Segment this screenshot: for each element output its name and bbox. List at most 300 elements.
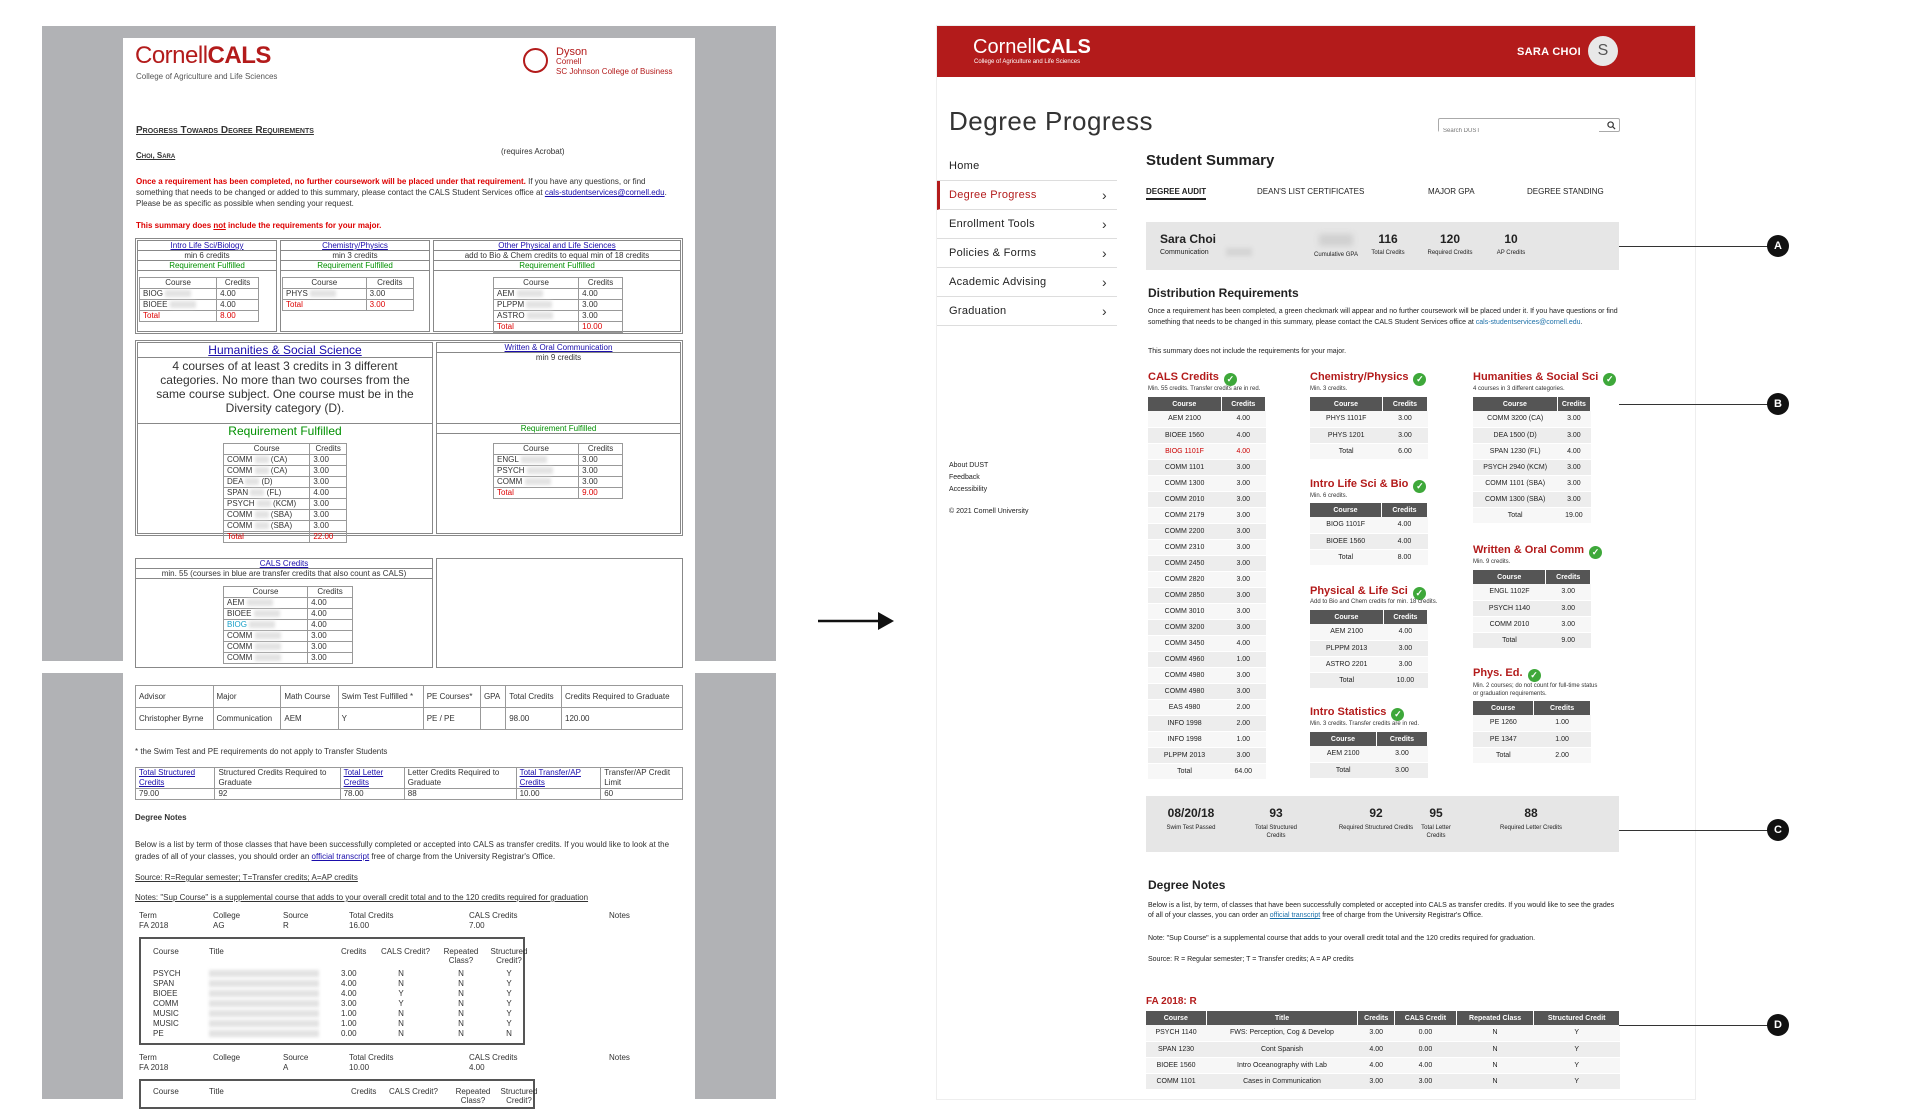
nav-academic-advising[interactable]: Academic Advising › <box>937 268 1117 297</box>
stat-value: 95 <box>1429 806 1443 820</box>
course-cell: Y <box>506 1019 512 1028</box>
course-row <box>153 969 513 979</box>
legacy-written-link[interactable]: Written & Oral Communication <box>437 343 680 353</box>
tab-degree-standing[interactable]: DEGREE STANDING <box>1527 187 1604 196</box>
table-row <box>1473 600 1591 616</box>
redacted-title <box>209 980 319 987</box>
chevron-right-icon: › <box>1102 303 1107 319</box>
tab-degree-audit[interactable]: DEGREE AUDIT <box>1146 187 1206 200</box>
cell: 3.00 <box>1395 1073 1457 1089</box>
table-row <box>1148 555 1266 571</box>
course-cell: PHYS 1201 <box>1310 427 1382 443</box>
checkmark-icon: ✓ <box>1413 480 1426 493</box>
table-row <box>1473 475 1591 491</box>
phys-life-title: Physical & Life Sci ✓ <box>1310 585 1426 600</box>
stat-label: Required Letter Credits <box>1499 825 1563 831</box>
course-cell: PHYS 1101F <box>1310 411 1382 427</box>
copyright: © 2021 Cornell University <box>949 508 1029 515</box>
course-cell: 3.00 <box>341 999 357 1008</box>
legacy-acrobat-note: (requires Acrobat) <box>501 147 565 156</box>
table-row <box>1148 619 1266 635</box>
course-cell: N <box>458 1009 464 1018</box>
intro-life-sub: Min. 6 credits. <box>1310 493 1348 499</box>
course-cell: N <box>458 969 464 978</box>
cell: Cont Spanish <box>1206 1041 1358 1057</box>
credits-cell: 3.00 <box>1221 603 1265 619</box>
advisor-header: GPA <box>480 686 505 708</box>
callout-d: D <box>1767 1014 1789 1036</box>
course-cell: COMM 2010 <box>1148 491 1221 507</box>
credits-cell: 4.00 <box>1221 427 1265 443</box>
cell: N <box>1456 1073 1534 1089</box>
cell: Y <box>1534 1041 1620 1057</box>
cell: Cases in Communication <box>1206 1073 1358 1089</box>
table-row <box>1310 762 1428 778</box>
table-row <box>1148 539 1266 555</box>
nav-home[interactable]: Home <box>937 152 1117 181</box>
student-major: Communication <box>1160 249 1209 256</box>
dist-para2: This summary does not include the requirements for your major. <box>1148 348 1347 355</box>
column-header: Course <box>1310 610 1383 624</box>
intro-stats-title: Intro Statistics ✓ <box>1310 706 1404 721</box>
course-cell: COMM 1101 <box>1148 459 1221 475</box>
total-credits-label: Total Credits <box>1371 250 1405 256</box>
cell: N <box>1456 1057 1534 1073</box>
legacy-other-phys-link[interactable]: Other Physical and Life Sciences <box>434 241 680 251</box>
intro-stats-table <box>1310 732 1428 779</box>
course-cell: COMM 1300 (SBA) <box>1473 491 1557 507</box>
table-row <box>1310 517 1428 533</box>
table-row <box>1148 427 1266 443</box>
phys-life-table <box>1310 610 1428 689</box>
course-cell: 4.00 <box>341 989 357 998</box>
arrow-right-icon <box>816 606 896 636</box>
course-cell: COMM 1300 <box>1148 475 1221 491</box>
credits-cell: 1.00 <box>1221 651 1265 667</box>
legacy-seal-icon <box>523 48 548 73</box>
legacy-humanities-link[interactable]: Humanities & Social Science <box>138 343 432 358</box>
legacy-structured-table <box>135 767 683 800</box>
course-cell: COMM 2010 <box>1473 616 1546 632</box>
transcript-link[interactable]: official transcript <box>1269 912 1321 919</box>
cell: Intro Oceanography with Lab <box>1206 1057 1358 1073</box>
cell: 3.00 <box>1358 1073 1395 1089</box>
credits-cell: 3.00 <box>1557 427 1590 443</box>
structured-header: Letter Credits Required to Graduate <box>404 768 516 789</box>
advisor-header: Swim Test Fulfilled * <box>338 686 423 708</box>
course-cell: Y <box>506 969 512 978</box>
top-bar <box>937 26 1695 77</box>
redacted-title <box>209 970 319 977</box>
legacy-intro-life-box: Intro Life Sci/Biology min 6 credits Requirement Fulfilled <box>137 240 277 332</box>
credits-cell: 3.00 <box>1382 427 1427 443</box>
legacy-written-table: Course Credits ENGL 3.00 PSYCH 3.00 COMM 3.00 Total 9.00 <box>493 443 623 499</box>
legacy-humanities-desc: 4 courses of at least 3 credits in 3 different categories. No more than two courses from the same course subject. One course must be in the Diversity category (D). <box>156 359 414 415</box>
redacted-title <box>209 1010 319 1017</box>
course-cell: COMM 3450 <box>1148 635 1221 651</box>
course-cell: Y <box>506 1009 512 1018</box>
tab-deans-list[interactable]: DEAN'S LIST CERTIFICATES <box>1257 187 1365 196</box>
course-cell: COMM 1101 (SBA) <box>1473 475 1557 491</box>
cell: COMM 1101 <box>1146 1073 1206 1089</box>
credits-cell: 3.00 <box>1221 523 1265 539</box>
table-row <box>1310 746 1428 762</box>
legacy-cals-box: CALS Credits min. 55 (courses in blue are transfer credits that also count as CALS) <box>135 558 433 668</box>
legacy-page-top <box>123 38 695 661</box>
structured-header[interactable]: Total Transfer/AP Credits <box>516 768 601 789</box>
structured-header[interactable]: Total Structured Credits <box>136 768 215 789</box>
course-cell: COMM 3200 (CA) <box>1473 411 1557 427</box>
course-cell: COMM 2179 <box>1148 507 1221 523</box>
course-cell: PSYCH 1140 <box>1473 600 1546 616</box>
column-header: Credits <box>1557 397 1590 411</box>
course-cell: Y <box>506 979 512 988</box>
course-cell: COMM 4980 <box>1148 667 1221 683</box>
course-cell: INFO 1998 <box>1148 715 1221 731</box>
chevron-right-icon: › <box>1102 187 1107 203</box>
legacy-student-name: Choi, Sara <box>136 151 176 160</box>
table-row <box>1146 1057 1620 1073</box>
advisor-value <box>480 708 505 730</box>
course-cell: Total <box>1310 549 1381 565</box>
table-row <box>1146 1073 1620 1089</box>
advisor-header: Total Credits <box>506 686 562 708</box>
credits-cell: 2.00 <box>1534 747 1591 763</box>
term-title: FA 2018: R <box>1146 996 1197 1007</box>
table-row <box>1148 667 1266 683</box>
advisor-value: 98.00 <box>506 708 562 730</box>
cell: 3.00 <box>1358 1025 1395 1041</box>
course-cell: PSYCH 2940 (KCM) <box>1473 459 1557 475</box>
credits-cell: 2.00 <box>1221 715 1265 731</box>
advisor-header: PE Courses* <box>423 686 480 708</box>
course-cell: PLPPM 2013 <box>1310 640 1383 656</box>
table-row <box>1473 459 1591 475</box>
total-credits-value: 116 <box>1378 232 1398 246</box>
course-cell: Total <box>1473 632 1546 648</box>
nav-degree-progress[interactable]: Degree Progress › <box>937 181 1117 210</box>
table-row <box>1310 624 1428 640</box>
legacy-notes-para: Below is a list by term of those classes that have been successfully completed or accepted into CALS as transfer credits. If you would like to look at the grades of all of your classes, you should order an official transcript free of charge from the University Registrar's Office. <box>135 840 670 861</box>
user-name[interactable]: SARA CHOI <box>1517 46 1582 58</box>
phys-ed-table <box>1473 701 1591 764</box>
course-cell: PLPPM 2013 <box>1148 747 1221 763</box>
credits-cell: 3.00 <box>1221 619 1265 635</box>
stat-value: 92 <box>1369 806 1383 820</box>
page-title: Degree Progress <box>949 106 1154 136</box>
course-cell: COMM 4960 <box>1148 651 1221 667</box>
credits-cell: 4.00 <box>1221 411 1265 427</box>
course-cell: Total <box>1310 762 1376 778</box>
cals-logo-sub: College of Agriculture and Life Sciences <box>974 59 1081 65</box>
course-cell: N <box>398 969 404 978</box>
table-row <box>1310 411 1428 427</box>
chem-phys-sub: Min. 3 credits. <box>1310 386 1348 392</box>
course-cell: Y <box>398 999 404 1008</box>
credits-cell: 1.00 <box>1534 715 1591 731</box>
advisor-value: Y <box>338 708 423 730</box>
credits-cell: 3.00 <box>1383 656 1427 672</box>
legacy-term1-headers: Term College Source Total Credits CALS Credits Notes FA 2018 AG R 16.00 7.00 <box>139 911 630 930</box>
checkmark-icon: ✓ <box>1224 373 1237 386</box>
legacy-cals-logo-sub: College of Agriculture and Life Sciences <box>136 72 278 81</box>
table-row <box>1310 640 1428 656</box>
search-icon[interactable] <box>1607 121 1616 130</box>
callout-c: C <box>1767 819 1789 841</box>
course-cell: N <box>458 979 464 988</box>
credits-cell: 3.00 <box>1221 555 1265 571</box>
course-cell: N <box>458 1029 464 1038</box>
credits-cell: 19.00 <box>1557 507 1590 523</box>
degree-notes-para: Below is a list, by term, of classes that have been successfully completed or accepted into CALS as transfer credits. If you would like to see the grades of all of your classes, you can order an official transcript free of charge from the University Registrar's Office. <box>1148 902 1615 919</box>
legacy-term2-courses: Course Title Credits CALS Credit? Repeated Class? Structured Credit? <box>139 1079 535 1109</box>
course-cell: SPAN <box>153 979 175 988</box>
credits-cell: 3.00 <box>1221 475 1265 491</box>
legacy-cals-link[interactable]: CALS Credits <box>136 559 432 569</box>
redacted-title <box>209 1000 319 1007</box>
search-box[interactable] <box>1438 118 1620 132</box>
table-row <box>1148 747 1266 763</box>
legacy-other-phys-box: Other Physical and Life Sciences add to Bio & Chem credits to equal min of 18 credits Requirement Fulfilled <box>433 240 681 332</box>
course-cell: BIOG 1101F <box>1310 517 1381 533</box>
legacy-advisor-table <box>135 685 683 730</box>
dist-para: Once a requirement has been completed, a green checkmark will appear and no further coursework will be placed under it. If you have questions or find something that needs to be changed in this summary, please contact the CALS Student Services office at cals-studentservices@cornell.edu. <box>1148 308 1618 326</box>
course-row <box>153 989 513 999</box>
chevron-right-icon: › <box>1102 216 1107 232</box>
stat-value: 88 <box>1524 806 1538 820</box>
legacy-title: Progress Towards Degree Requirements <box>136 125 314 136</box>
cell: SPAN 1230 <box>1146 1041 1206 1057</box>
table-row <box>1310 672 1428 688</box>
gpa-value <box>1319 234 1353 246</box>
footer-feedback-link[interactable]: Feedback <box>949 474 980 481</box>
legacy-intro-life-link[interactable]: Intro Life Sci/Biology <box>138 241 276 251</box>
legacy-notice2: This summary does not include the requirements for your major. <box>136 221 382 230</box>
column-header: Title <box>1206 1011 1358 1025</box>
course-cell: PE 1347 <box>1473 731 1534 747</box>
column-header: Course <box>1146 1011 1206 1025</box>
course-cell: AEM 2100 <box>1310 746 1376 762</box>
degree-notes-title: Degree Notes <box>1148 878 1226 892</box>
column-header: Credits <box>1221 397 1265 411</box>
column-header: Credits <box>1534 701 1591 715</box>
advisor-header: Major <box>213 686 281 708</box>
footer-accessibility-link[interactable]: Accessibility <box>949 486 988 493</box>
structured-header[interactable]: Total Letter Credits <box>340 768 404 789</box>
advisor-value: Christopher Byrne <box>136 708 214 730</box>
legacy-chem-link[interactable]: Chemistry/Physics <box>281 241 429 251</box>
column-header: Structured Credit <box>1534 1011 1620 1025</box>
term-courses-table <box>1146 1011 1620 1090</box>
search-input[interactable] <box>1439 125 1599 137</box>
column-header: Course <box>1310 503 1381 517</box>
table-row <box>1148 523 1266 539</box>
cell: Y <box>1534 1073 1620 1089</box>
cals-logo[interactable]: CornellCALS <box>973 36 1091 58</box>
callout-a: A <box>1767 235 1789 257</box>
table-row <box>1148 731 1266 747</box>
column-header: Credits <box>1381 503 1427 517</box>
legacy-chem-box: Chemistry/Physics min 3 credits Requirement Fulfilled <box>280 240 430 332</box>
course-cell: Total <box>1310 443 1382 459</box>
legacy-email-link[interactable]: cals-studentservices@cornell.edu <box>544 188 665 197</box>
course-cell: N <box>398 1009 404 1018</box>
credits-cell: 3.00 <box>1221 491 1265 507</box>
table-row <box>1473 427 1591 443</box>
credits-cell: 4.00 <box>1221 443 1265 459</box>
table-row <box>1310 533 1428 549</box>
course-cell: N <box>506 1029 512 1038</box>
footer-about-link[interactable]: About DUST <box>949 462 989 469</box>
structured-value: 79.00 <box>136 789 215 800</box>
humanities-sub: 4 courses in 3 different categories. <box>1473 386 1565 392</box>
course-cell: ENGL 1102F <box>1473 584 1546 600</box>
cell: Y <box>1534 1025 1620 1041</box>
cals-credits-title: CALS Credits ✓ <box>1148 371 1237 386</box>
course-cell: SPAN 1230 (FL) <box>1473 443 1557 459</box>
course-cell: COMM 2850 <box>1148 587 1221 603</box>
callout-line-a <box>1619 246 1775 247</box>
dist-email-link[interactable]: cals-studentservices@cornell.edu <box>1475 319 1581 326</box>
table-row <box>1148 443 1266 459</box>
tab-major-gpa[interactable]: MAJOR GPA <box>1428 187 1475 196</box>
checkmark-icon: ✓ <box>1391 708 1404 721</box>
redacted-title <box>209 990 319 997</box>
intro-stats-sub: Min. 3 credits. Transfer credits are in red. <box>1310 721 1420 727</box>
cell: N <box>1456 1041 1534 1057</box>
legacy-transcript-link[interactable]: official transcript <box>311 852 370 861</box>
credits-cell: 3.00 <box>1557 459 1590 475</box>
stat-value: 93 <box>1269 806 1283 820</box>
chem-phys-title: Chemistry/Physics ✓ <box>1310 371 1426 386</box>
course-cell: COMM 3200 <box>1148 619 1221 635</box>
required-credits-label: Required Credits <box>1427 250 1473 256</box>
stat-value: 08/20/18 <box>1167 806 1215 820</box>
legacy-dyson-label: Dyson <box>556 46 588 58</box>
column-header: Credits <box>1383 610 1427 624</box>
credits-cell: 3.00 <box>1383 640 1427 656</box>
table-row <box>1473 632 1591 648</box>
degree-stats-card <box>1146 796 1619 852</box>
phys-ed-sub: Min. 2 courses; do not count for full-time status or graduation requirements. <box>1473 683 1598 697</box>
callout-b: B <box>1767 393 1789 415</box>
course-cell: COMM 2450 <box>1148 555 1221 571</box>
legacy-degree-notes-title: Degree Notes <box>135 813 187 822</box>
nav-graduation[interactable]: Graduation › <box>937 297 1117 326</box>
legacy-swim-note: * the Swim Test and PE requirements do not apply to Transfer Students <box>135 747 388 756</box>
table-row <box>1148 683 1266 699</box>
callout-line-b <box>1619 404 1775 405</box>
course-cell: N <box>398 1029 404 1038</box>
course-cell: COMM <box>153 999 179 1008</box>
legacy-johnson-label: SC Johnson College of Business <box>556 67 673 76</box>
chevron-right-icon: › <box>1102 274 1107 290</box>
table-row <box>1473 411 1591 427</box>
cell: FWS: Perception, Cog & Develop <box>1206 1025 1358 1041</box>
legacy-source-line: Source: R=Regular semester; T=Transfer credits; A=AP credits <box>135 873 358 882</box>
table-row <box>1148 763 1266 779</box>
callout-line-c <box>1619 830 1775 831</box>
redacted-title <box>209 1030 319 1037</box>
nav-enrollment-tools[interactable]: Enrollment Tools › <box>937 210 1117 239</box>
callout-line-d <box>1619 1025 1775 1026</box>
course-cell: DEA 1500 (D) <box>1473 427 1557 443</box>
column-header: Credits <box>1546 570 1591 584</box>
structured-value: 60 <box>601 789 683 800</box>
course-row <box>153 1029 513 1039</box>
written-table <box>1473 570 1591 649</box>
table-row <box>1310 443 1428 459</box>
course-cell: BIOEE 1560 <box>1148 427 1221 443</box>
legacy-chem-table: Course Credits PHYS 3.00 Total 3.00 <box>282 277 414 311</box>
course-cell: 0.00 <box>341 1029 357 1038</box>
nav-policies-forms[interactable]: Policies & Forms › <box>937 239 1117 268</box>
column-header: Course <box>1473 570 1546 584</box>
credits-cell: 3.00 <box>1221 667 1265 683</box>
legacy-cals-empty-box <box>436 558 683 668</box>
course-cell: PSYCH <box>153 969 181 978</box>
column-header: Course <box>1310 732 1376 746</box>
avatar[interactable]: S <box>1588 36 1618 66</box>
stat-label: Total Letter Credits <box>1421 825 1451 839</box>
credits-cell: 4.00 <box>1221 635 1265 651</box>
written-title: Written & Oral Comm ✓ <box>1473 544 1602 559</box>
credits-cell: 4.00 <box>1383 624 1427 640</box>
structured-value: 88 <box>404 789 516 800</box>
table-row <box>1146 1025 1620 1041</box>
course-cell: Total <box>1473 747 1534 763</box>
table-row <box>1473 507 1591 523</box>
summary-title: Student Summary <box>1146 152 1275 169</box>
course-cell: EAS 4980 <box>1148 699 1221 715</box>
column-header: Credits <box>1376 732 1427 746</box>
column-header: Course <box>1473 701 1534 715</box>
course-cell: BIOEE <box>153 989 178 998</box>
credits-cell: 3.00 <box>1546 600 1591 616</box>
table-row <box>1148 491 1266 507</box>
credits-cell: 4.00 <box>1381 533 1427 549</box>
chevron-right-icon: › <box>1102 245 1107 261</box>
course-cell: Total <box>1473 507 1557 523</box>
advisor-header: Advisor <box>136 686 214 708</box>
table-row <box>1473 491 1591 507</box>
table-row <box>1310 549 1428 565</box>
written-sub: Min. 9 credits. <box>1473 559 1511 565</box>
credits-cell: 3.00 <box>1376 746 1427 762</box>
table-row <box>1473 731 1591 747</box>
course-row <box>153 999 513 1009</box>
course-cell: COMM 2820 <box>1148 571 1221 587</box>
course-cell: 3.00 <box>341 969 357 978</box>
column-header: Course <box>1473 397 1557 411</box>
degree-notes-source: Source: R = Regular semester; T = Transfer credits; A = AP credits <box>1148 956 1354 963</box>
column-header: Repeated Class <box>1456 1011 1534 1025</box>
table-row <box>1148 587 1266 603</box>
table-row <box>1148 507 1266 523</box>
column-header: Course <box>1148 397 1221 411</box>
table-row <box>1148 571 1266 587</box>
humanities-title: Humanities & Social Sci ✓ <box>1473 371 1616 386</box>
phys-life-sub: Add to Bio and Chem credits for min. 18 credits. <box>1310 599 1438 605</box>
intro-life-table <box>1310 503 1428 566</box>
student-name: Sara Choi <box>1160 232 1217 246</box>
credits-cell: 3.00 <box>1557 411 1590 427</box>
table-row <box>1148 651 1266 667</box>
legacy-sup-line: Notes: "Sup Course" is a supplemental course that adds to your overall credit total and to the 120 credits required for graduation <box>135 893 589 902</box>
intro-life-title: Intro Life Sci & Bio ✓ <box>1310 478 1426 493</box>
ap-credits-label: AP Credits <box>1496 250 1526 256</box>
course-cell: PE <box>153 1029 164 1038</box>
